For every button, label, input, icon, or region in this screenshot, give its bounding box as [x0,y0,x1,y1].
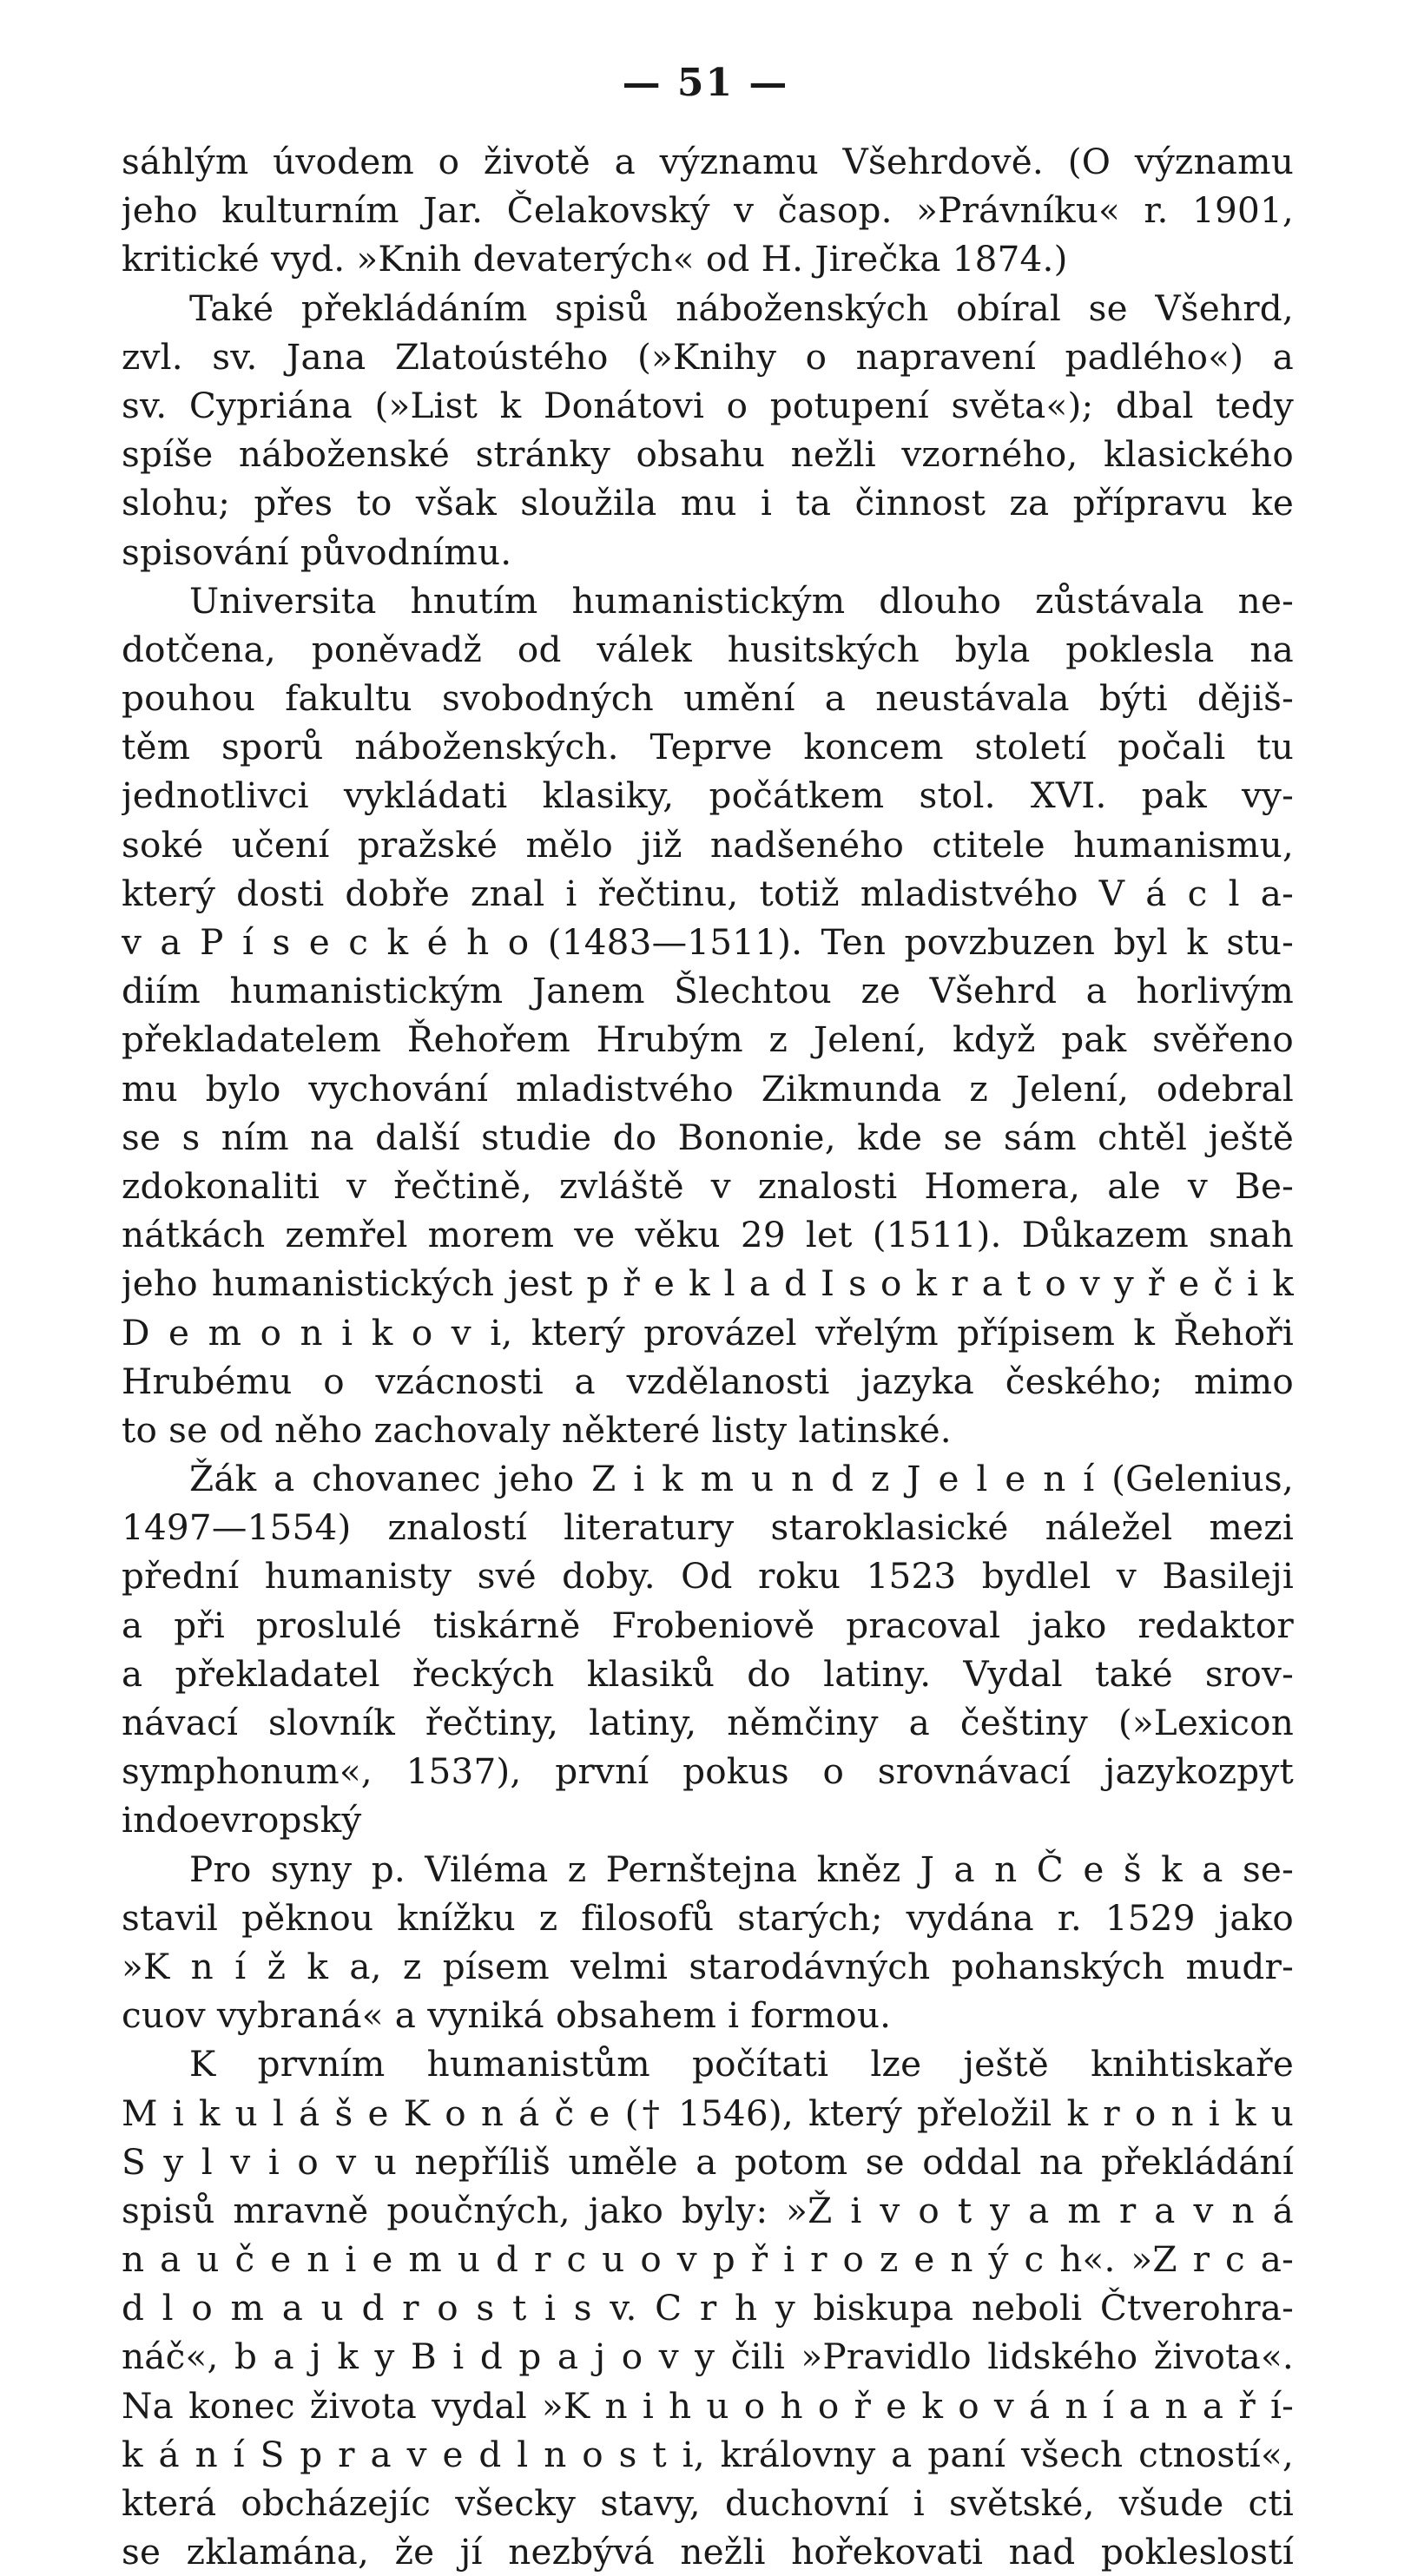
text-line: M i k u l á š e K o n á č e († 1546), který přeložil k r o n i k u [122,2092,1294,2134]
body-text [122,137,1294,2576]
text-line: cuov vybraná« a vyniká obsahem i formou. [122,1994,892,2037]
text-line: nátkách zemřel morem ve věku 29 let (1511). Důkazem snah [122,1214,1294,1256]
text-line: D e m o n i k o v i, který provázel vřelým přípisem k Řehoři [122,1311,1294,1354]
text-line: pouhou fakultu svobodných umění a neustávala býti dějiš- [122,677,1294,720]
text-line: náč«, b a j k y B i d p a j o v y čili »Pravidlo lidského života«. [122,2336,1294,2378]
text-line: d l o m a u d r o s t i s v. C r h y biskupa neboli Čtverohra- [122,2287,1294,2329]
text-line: Také překládáním spisů náboženských obíral se Všehrd, [189,287,1294,329]
text-line: mu bylo vychování mladistvého Zikmunda z Jelení, odebral [122,1067,1294,1110]
text-line: indoevropský [122,1799,362,1841]
text-line: stavil pěknou knížku z filosofů starých; vydána r. 1529 jako [122,1896,1294,1939]
text-line: n a u č e n i e m u d r c u o v p ř i r o z e n ý c h«. »Z r c a- [122,2238,1294,2281]
text-line: Universita hnutím humanistickým dlouho zůstávala ne- [189,579,1294,622]
text-line: to se od něho zachovaly některé listy latinské. [122,1408,952,1451]
text-line: Pro syny p. Viléma z Pernštejna kněz J a n Č e š k a se- [189,1848,1294,1890]
text-line: diím humanistickým Janem Šlechtou ze Všehrd a horlivým [122,970,1294,1012]
text-line: Žák a chovanec jeho Z i k m u n d z J e l e n í (Gelenius, [189,1458,1294,1500]
text-line: těm sporů náboženských. Teprve koncem století počali tu [122,726,1294,768]
text-line: jeho kulturním Jar. Čelakovský v časop. »Právníku« r. 1901, [122,189,1294,232]
text-line: soké učení pražské mělo již nadšeného ctitele humanismu, [122,823,1294,866]
text-line: která obcházejíc všecky stavy, duchovní i světské, všude cti [122,2482,1294,2524]
text-line: kritické vyd. »Knih devaterých« od H. Jirečka 1874.) [122,238,1068,280]
text-line: spisů mravně poučných, jako byly: »Ž i v o t y a m r a v n á [122,2189,1294,2231]
text-line: zvl. sv. Jana Zlatoústého (»Knihy o napravení padlého«) a [122,335,1294,378]
text-line: spíše náboženské stránky obsahu nežli vzorného, klasického [122,433,1294,476]
text-line: Na konec života vydal »K n i h u o h o ř e k o v á n í a n a ř í- [122,2384,1294,2427]
text-line: symphonum«, 1537), první pokus o srovnávací jazykozpyt [122,1750,1294,1793]
text-line: k á n í S p r a v e d l n o s t i, královny a paní všech ctností«, [122,2433,1294,2475]
text-line: »K n í ž k a, z písem velmi starodávných pohanských mudr- [122,1945,1294,1987]
text-line: S y l v i o v u nepříliš uměle a potom se oddal na překládání [122,2140,1294,2183]
text-line: jeho humanistických jest p ř e k l a d I s o k r a t o v y ř e č i k [122,1262,1294,1305]
text-line: K prvním humanistům počítati lze ještě knihtiskaře [189,2043,1294,2085]
text-line: sv. Cypriána (»List k Donátovi o potupení světa«); dbal tedy [122,384,1294,426]
text-line: se s ním na další studie do Bononie, kde se sám chtěl ještě [122,1116,1294,1158]
text-line: a při proslulé tiskárně Frobeniově pracoval jako redaktor [122,1604,1294,1646]
text-line: který dosti dobře znal i řečtinu, totiž mladistvého V á c l a- [122,872,1294,914]
text-line: slohu; přes to však sloužila mu i ta činnost za přípravu ke [122,482,1294,524]
text-line: dotčena, poněvadž od válek husitských byla poklesla na [122,628,1294,670]
page-number: — 51 — [622,61,789,105]
text-line: v a P í s e c k é h o (1483—1511). Ten povzbuzen byl k stu- [122,921,1294,963]
text-line: se zklamána, že jí nezbývá nežli hořekovati nad pokleslostí [122,2531,1294,2573]
text-line: 1497—1554) znalostí literatury staroklasické náležel mezi [122,1506,1294,1549]
text-line: Hrubému o vzácnosti a vzdělanosti jazyka českého; mimo [122,1360,1294,1402]
text-line: návací slovník řečtiny, latiny, němčiny a češtiny (»Lexicon [122,1702,1294,1743]
text-line: spisování původnímu. [122,530,512,573]
text-line: překladatelem Řehořem Hrubým z Jelení, když pak svěřeno [122,1018,1294,1061]
text-line: zdokonaliti v řečtině, zvláště v znalosti Homera, ale v Be- [122,1164,1294,1207]
text-line: sáhlým úvodem o životě a významu Všehrdově. (O významu [122,141,1294,182]
text-line: přední humanisty své doby. Od roku 1523 bydlel v Basileji [122,1555,1294,1598]
text-line: a překladatel řeckých klasiků do latiny. Vydal také srov- [122,1652,1294,1695]
text-line: jednotlivci vykládati klasiky, počátkem stol. XVI. pak vy- [122,774,1294,817]
